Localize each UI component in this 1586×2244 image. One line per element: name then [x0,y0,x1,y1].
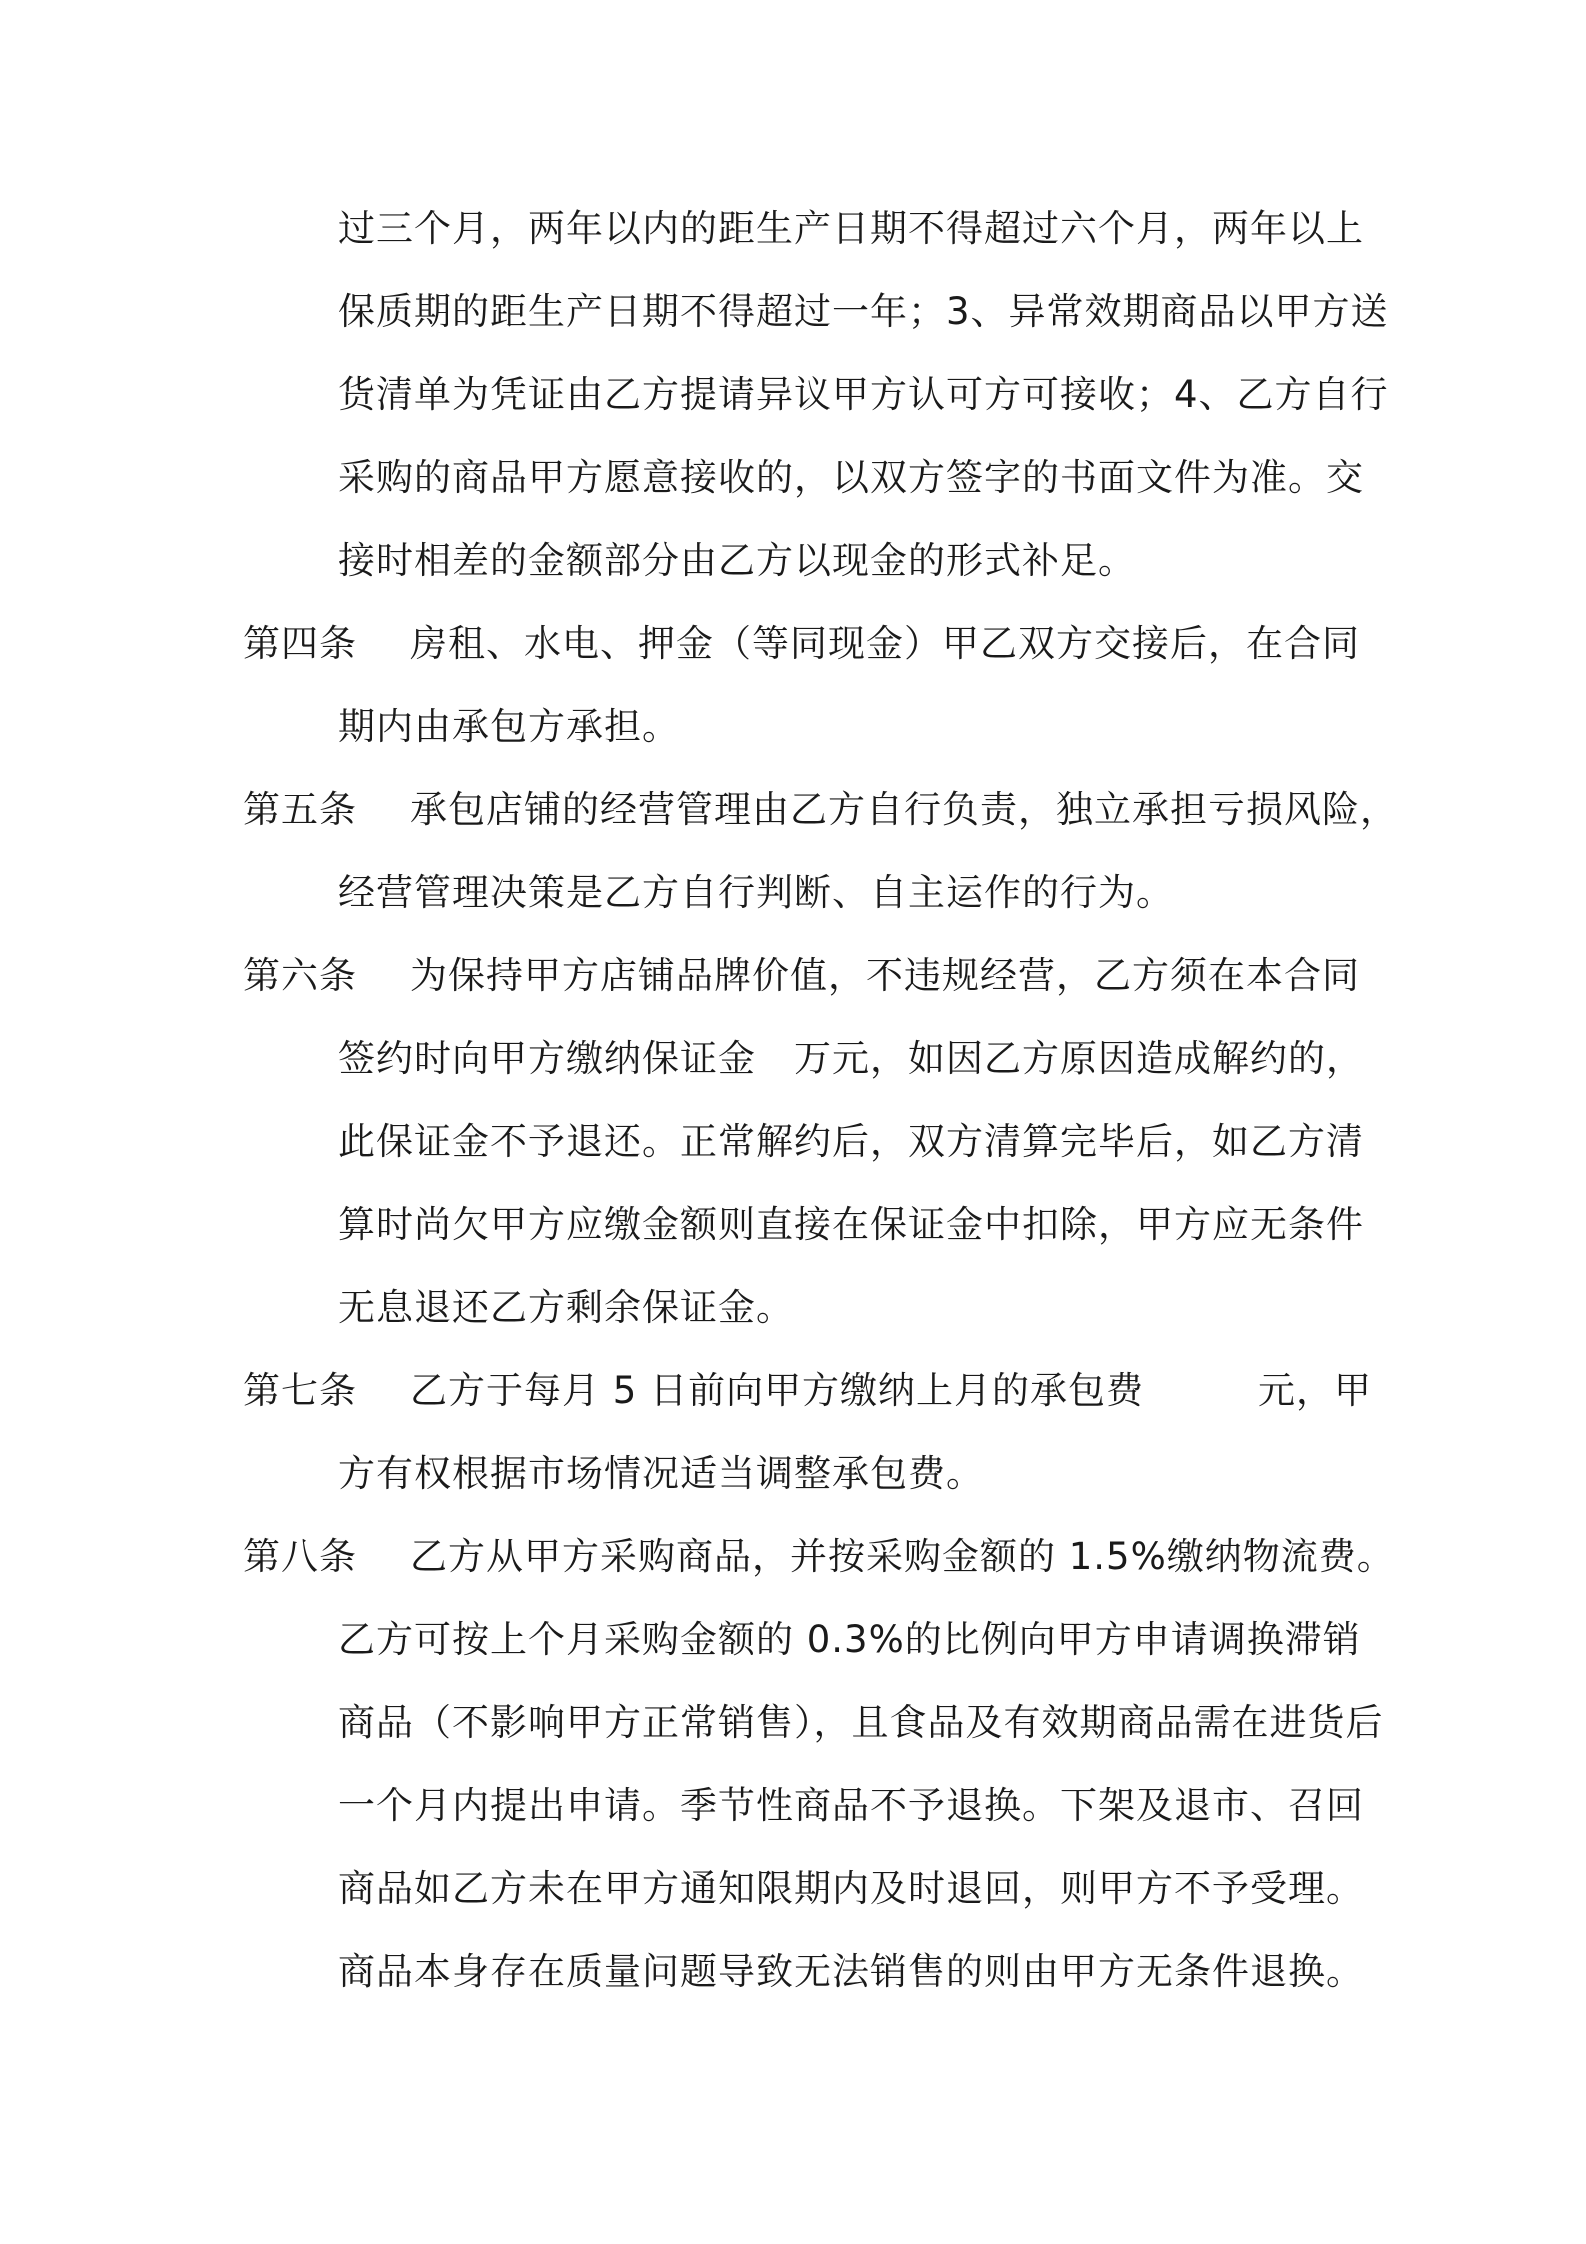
article-text: 无息退还乙方剩余保证金。 [338,1286,794,1329]
article-text: 一个月内提出申请。季节性商品不予退换。下架及退市、召回 [338,1784,1364,1827]
article-text: 乙方从甲方采购商品，并按采购金额的 1.5%缴纳物流费。 [410,1535,1395,1578]
intro-line: 接时相差的金额部分由乙方以现金的形式补足。 [338,539,1136,582]
article-text: 为保持甲方店铺品牌价值，不违规经营，乙方须在本合同 [410,954,1360,997]
article-label: 第五条 [243,788,357,831]
article-text: 期内由承包方承担。 [338,705,680,748]
article-text: 算时尚欠甲方应缴金额则直接在保证金中扣除，甲方应无条件 [338,1203,1364,1246]
article-text: 此保证金不予退还。正常解约后，双方清算完毕后，如乙方清 [338,1120,1364,1163]
article-text: 房租、水电、押金（等同现金）甲乙双方交接后，在合同 [410,622,1360,665]
article-label: 第七条 [243,1369,357,1412]
intro-line: 保质期的距生产日期不得超过一年；3、异常效期商品以甲方送 [338,290,1389,333]
article-text: 承包店铺的经营管理由乙方自行负责，独立承担亏损风险， [410,788,1398,831]
article-text: 商品本身存在质量问题导致无法销售的则由甲方无条件退换。 [338,1950,1364,1993]
article-text: 乙方可按上个月采购金额的 0.3%的比例向甲方申请调换滞销 [338,1618,1361,1661]
article-text: 商品（不影响甲方正常销售），且食品及有效期商品需在进货后 [338,1701,1384,1744]
article-label: 第四条 [243,622,357,665]
article-text: 商品如乙方未在甲方通知限期内及时退回，则甲方不予受理。 [338,1867,1364,1910]
article-label: 第八条 [243,1535,357,1578]
intro-line: 过三个月，两年以内的距生产日期不得超过六个月，两年以上 [338,207,1364,250]
article-text: 经营管理决策是乙方自行判断、自主运作的行为。 [338,871,1174,914]
article-text: 签约时向甲方缴纳保证金 万元，如因乙方原因造成解约的， [338,1037,1364,1080]
article-label: 第六条 [243,954,357,997]
article-text: 乙方于每月 5 日前向甲方缴纳上月的承包费 元，甲 [410,1369,1373,1412]
article-text: 方有权根据市场情况适当调整承包费。 [338,1452,984,1495]
intro-line: 货清单为凭证由乙方提请异议甲方认可方可接收；4、乙方自行 [338,373,1389,416]
intro-line: 采购的商品甲方愿意接收的，以双方签字的书面文件为准。交 [338,456,1364,499]
